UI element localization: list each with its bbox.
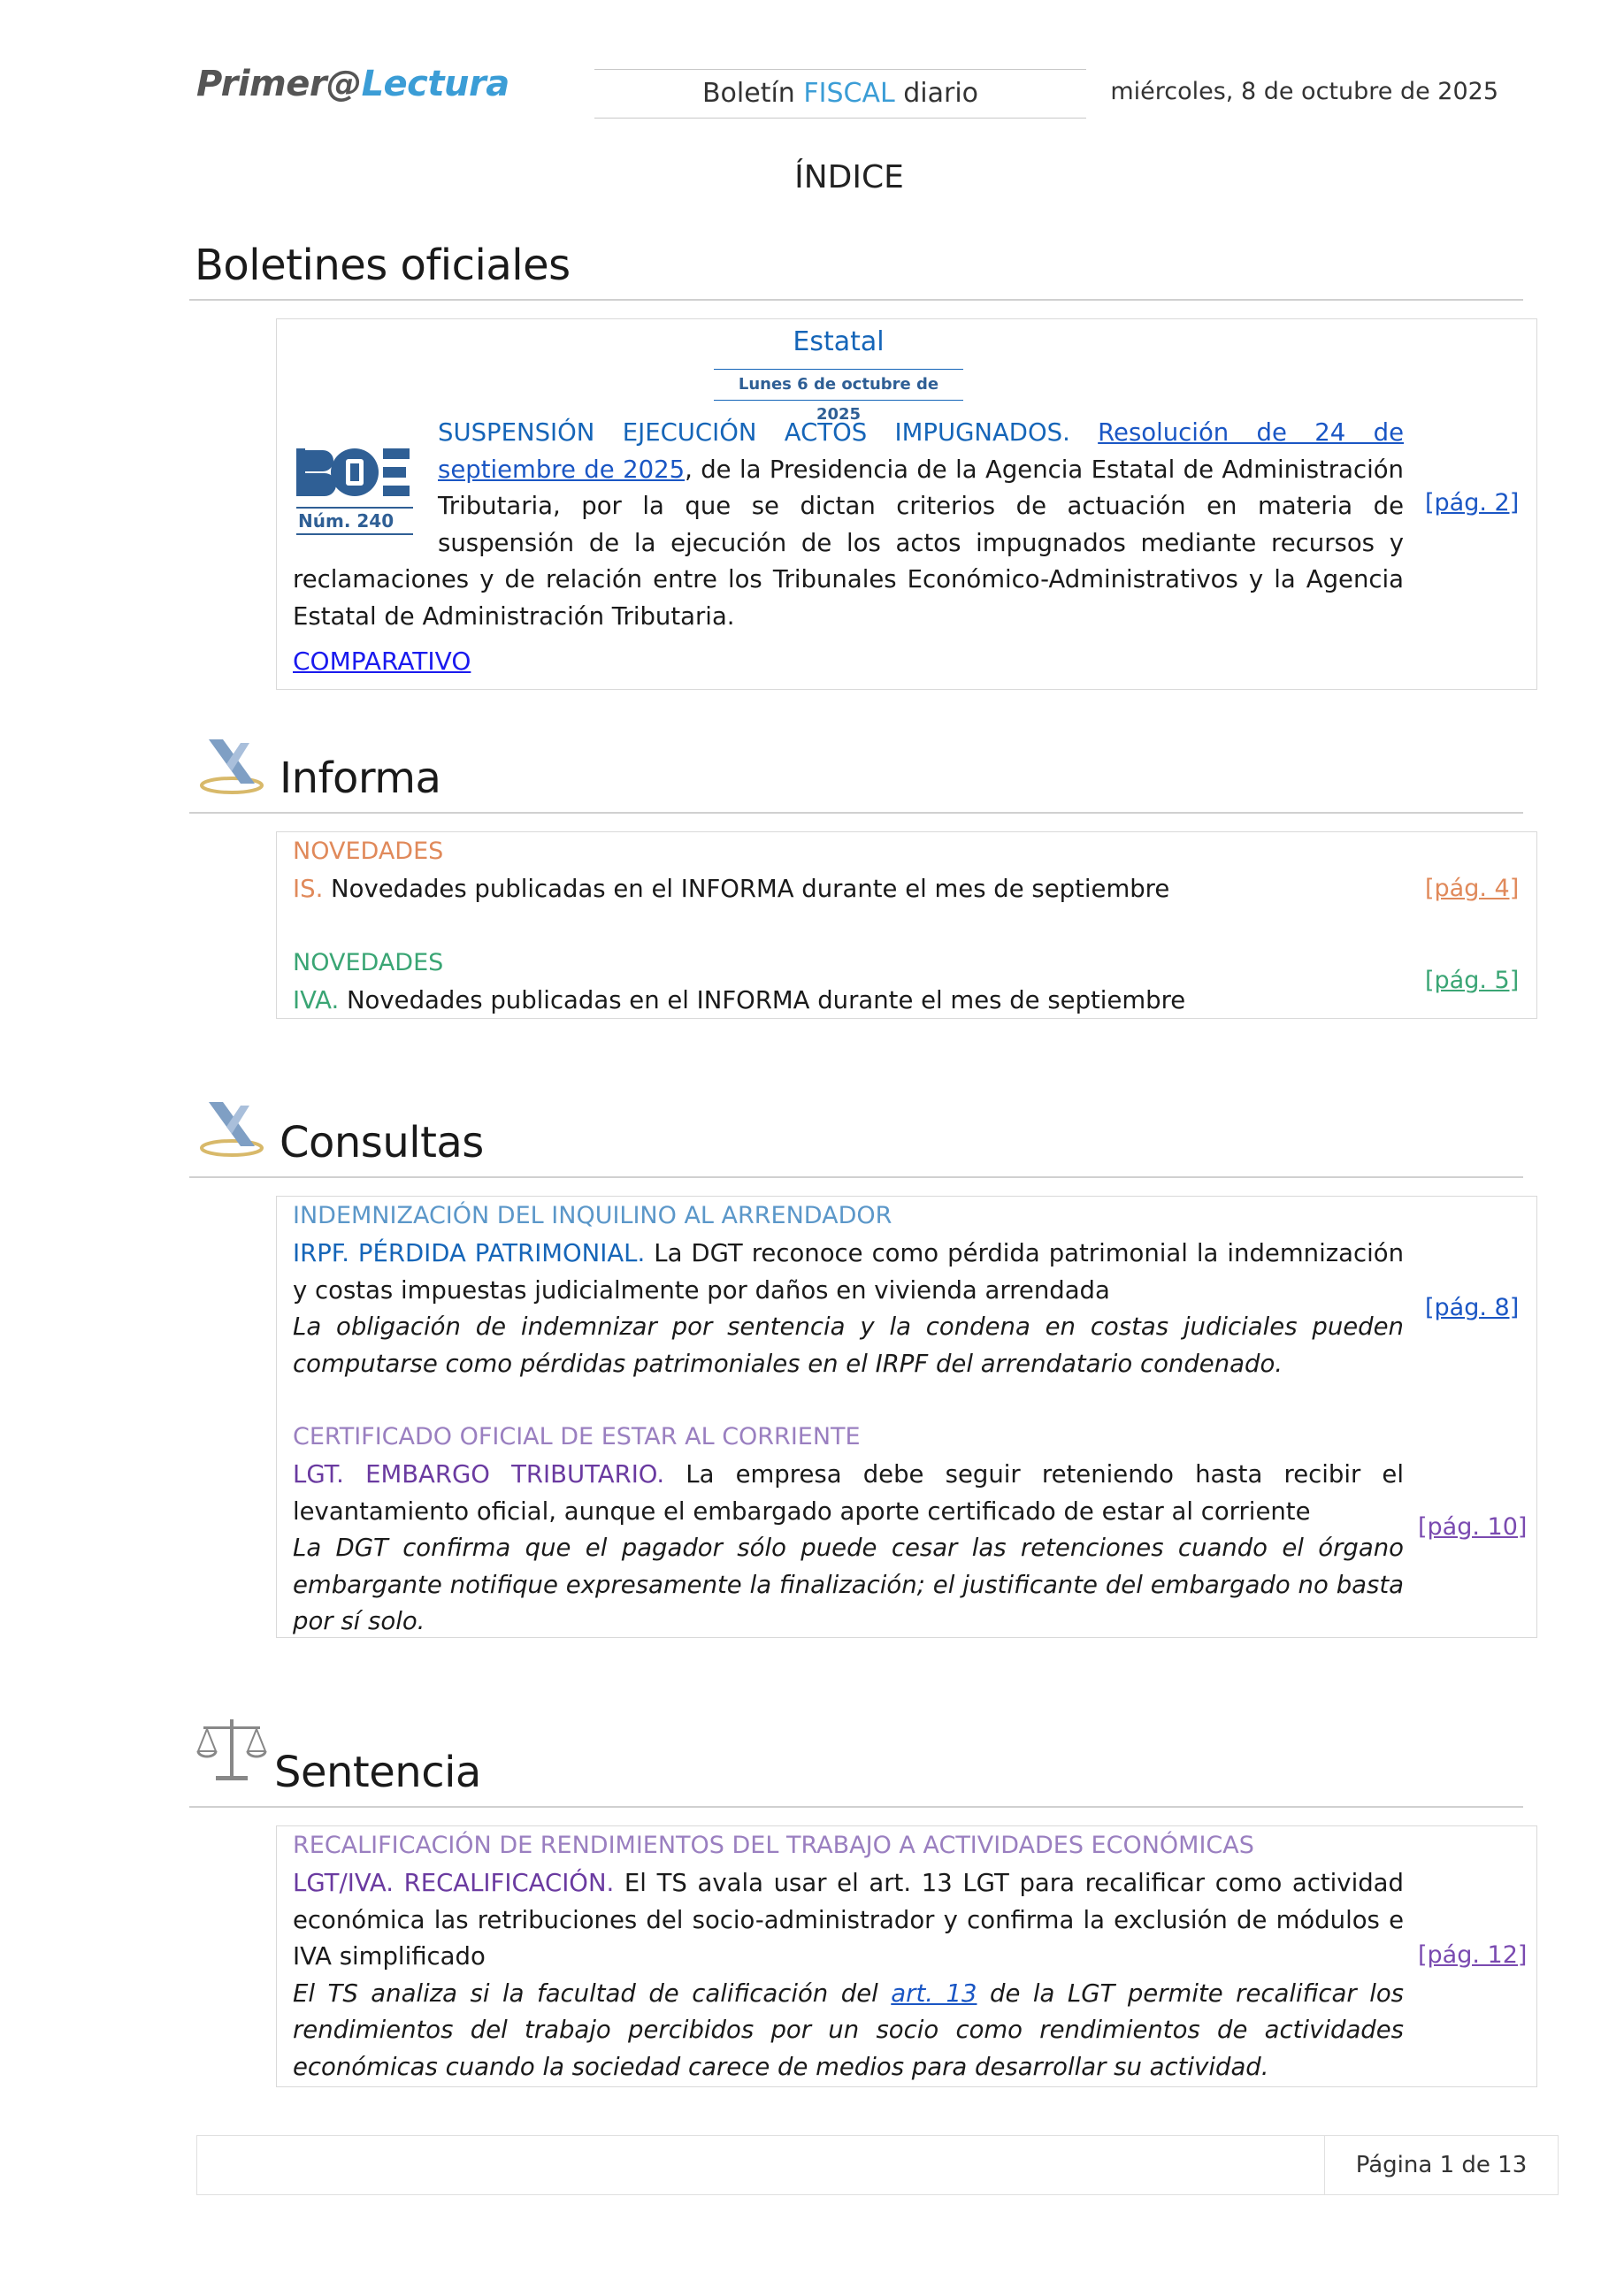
sentencia-item-text: El TS avala usar el art. 13 LGT para recalificar como actividad económica las retribuciones del socio-administrador y confirma la exclusión de módulos e IVA simplificado bbox=[293, 1869, 1404, 1971]
informa-item-tag: IVA. bbox=[293, 986, 340, 1014]
consulta-item bbox=[293, 1457, 1404, 1641]
resolution-link[interactable]: Resolución de 24 de septiembre de 2025 bbox=[438, 418, 1404, 484]
sentencia-box bbox=[276, 1825, 1537, 2087]
boe-entry-text: , de la Presidencia de la Agencia Estatal de Administración Tributaria, por la que se dictan criterios de actuación en materia de suspensión de la ejecución de los actos impugnados mediante recursos y reclamaciones y de relación entre los Tribunales Económico-Administrativos y la Agencia Estatal de Administración Tributaria. bbox=[293, 455, 1404, 631]
section-title-consultas: Consultas bbox=[280, 1118, 484, 1167]
sentencia-item-tag: LGT/IVA. RECALIFICACIÓN. bbox=[293, 1869, 615, 1897]
bulletin-title bbox=[594, 69, 1086, 119]
bulletin-title-post: diario bbox=[894, 78, 979, 109]
informa-item-text: Novedades publicadas en el INFORMA durante el mes de septiembre bbox=[339, 986, 1186, 1014]
estatal-heading: Estatal bbox=[793, 326, 885, 357]
page-ref-sentencia[interactable]: [pág. 12] bbox=[1418, 1941, 1528, 1969]
boe-entry bbox=[293, 415, 1404, 635]
consulta-item-tag: LGT. EMBARGO TRIBUTARIO. bbox=[293, 1460, 665, 1489]
section-divider bbox=[189, 299, 1523, 301]
section-title-boletines: Boletines oficiales bbox=[195, 241, 571, 290]
agencia-tributaria-icon bbox=[196, 1093, 267, 1164]
brand-logo bbox=[196, 64, 509, 104]
consulta-item-tag: IRPF. PÉRDIDA PATRIMONIAL. bbox=[293, 1239, 646, 1267]
informa-item-tag: IS. bbox=[293, 875, 324, 903]
boletines-box bbox=[276, 318, 1537, 690]
section-divider bbox=[189, 1176, 1523, 1178]
page-ref-informa-is[interactable]: [pág. 4] bbox=[1425, 875, 1520, 902]
page-ref-informa-iva[interactable]: [pág. 5] bbox=[1425, 967, 1520, 994]
consulta-item-summary: La obligación de indemnizar por sentencia y la condena en costas judiciales pueden computarse como pérdidas patrimoniales en el IRPF del arrendatario condenado. bbox=[293, 1313, 1404, 1378]
boe-number: Núm. 240 bbox=[298, 510, 395, 532]
boe-entry-heading: SUSPENSIÓN EJECUCIÓN ACTOS IMPUGNADOS. bbox=[438, 418, 1070, 447]
consulta-item-category: CERTIFICADO OFICIAL DE ESTAR AL CORRIENTE bbox=[293, 1423, 861, 1450]
sentencia-item-category: RECALIFICACIÓN DE RENDIMIENTOS DEL TRABAJO A ACTIVIDADES ECONÓMICAS bbox=[293, 1832, 1254, 1859]
page-footer bbox=[196, 2135, 1559, 2195]
index-title: ÍNDICE bbox=[794, 159, 904, 195]
art13-link[interactable]: art. 13 bbox=[891, 1978, 977, 2008]
informa-item-category: NOVEDADES bbox=[293, 838, 444, 865]
logo-accent: Lectura bbox=[361, 64, 509, 104]
section-title-informa: Informa bbox=[280, 754, 441, 803]
consulta-item-text: La DGT reconoce como pérdida patrimonial la indemnización y costas impuestas judicialmente por daños en vivienda arrendada bbox=[293, 1239, 1405, 1305]
page-ref-consulta-irpf[interactable]: [pág. 8] bbox=[1425, 1294, 1520, 1321]
logo-primary: Primer@ bbox=[196, 64, 362, 104]
informa-box bbox=[276, 831, 1537, 1019]
comparativo-link[interactable]: COMPARATIVO bbox=[293, 647, 471, 676]
consulta-item bbox=[293, 1236, 1404, 1382]
informa-item-text: Novedades publicadas en el INFORMA durante el mes de septiembre bbox=[323, 875, 1170, 903]
sentencia-summary-pre: El TS analiza si la facultad de calificación del bbox=[293, 1978, 892, 2008]
informa-item-category: NOVEDADES bbox=[293, 949, 444, 976]
informa-item bbox=[293, 871, 1404, 908]
header-date: miércoles, 8 de octubre de 2025 bbox=[1110, 78, 1498, 105]
section-title-sentencia: Sentencia bbox=[274, 1748, 481, 1797]
page-ref-consulta-lgt[interactable]: [pág. 10] bbox=[1418, 1513, 1528, 1541]
bulletin-title-pre: Boletín bbox=[701, 78, 804, 109]
consulta-item-category: INDEMNIZACIÓN DEL INQUILINO AL ARRENDADOR bbox=[293, 1202, 892, 1229]
sentencia-item bbox=[293, 1865, 1404, 2086]
informa-item bbox=[293, 983, 1404, 1020]
section-divider bbox=[189, 812, 1523, 814]
agencia-tributaria-icon bbox=[196, 731, 267, 801]
boe-date-label: Lunes 6 de octubre de 2025 bbox=[714, 369, 963, 401]
consultas-box bbox=[276, 1196, 1537, 1638]
page-ref-boe[interactable]: [pág. 2] bbox=[1425, 489, 1520, 517]
page-number: Página 1 de 13 bbox=[1324, 2136, 1558, 2194]
scales-icon bbox=[196, 1716, 267, 1787]
sentencia-item-summary bbox=[293, 1976, 1404, 2086]
section-divider bbox=[189, 1806, 1523, 1808]
sentencia-summary-post: de la LGT permite recalificar los rendimientos del trabajo percibidos por un socio como rendimientos de actividades económicas cuando la sociedad carece de medios para desarrollar su actividad. bbox=[293, 1978, 1404, 2081]
consulta-item-text: La empresa debe seguir reteniendo hasta recibir el levantamiento oficial, aunque el embargado aporte certificado de estar al corriente bbox=[293, 1460, 1404, 1526]
bulletin-title-accent: FISCAL bbox=[803, 78, 895, 109]
logo-float-spacer bbox=[293, 415, 438, 532]
consulta-item-summary: La DGT confirma que el pagador sólo puede cesar las retenciones cuando el órgano embargante notifique expresamente la finalización; el justificante del embargado no basta por sí solo. bbox=[293, 1534, 1404, 1635]
